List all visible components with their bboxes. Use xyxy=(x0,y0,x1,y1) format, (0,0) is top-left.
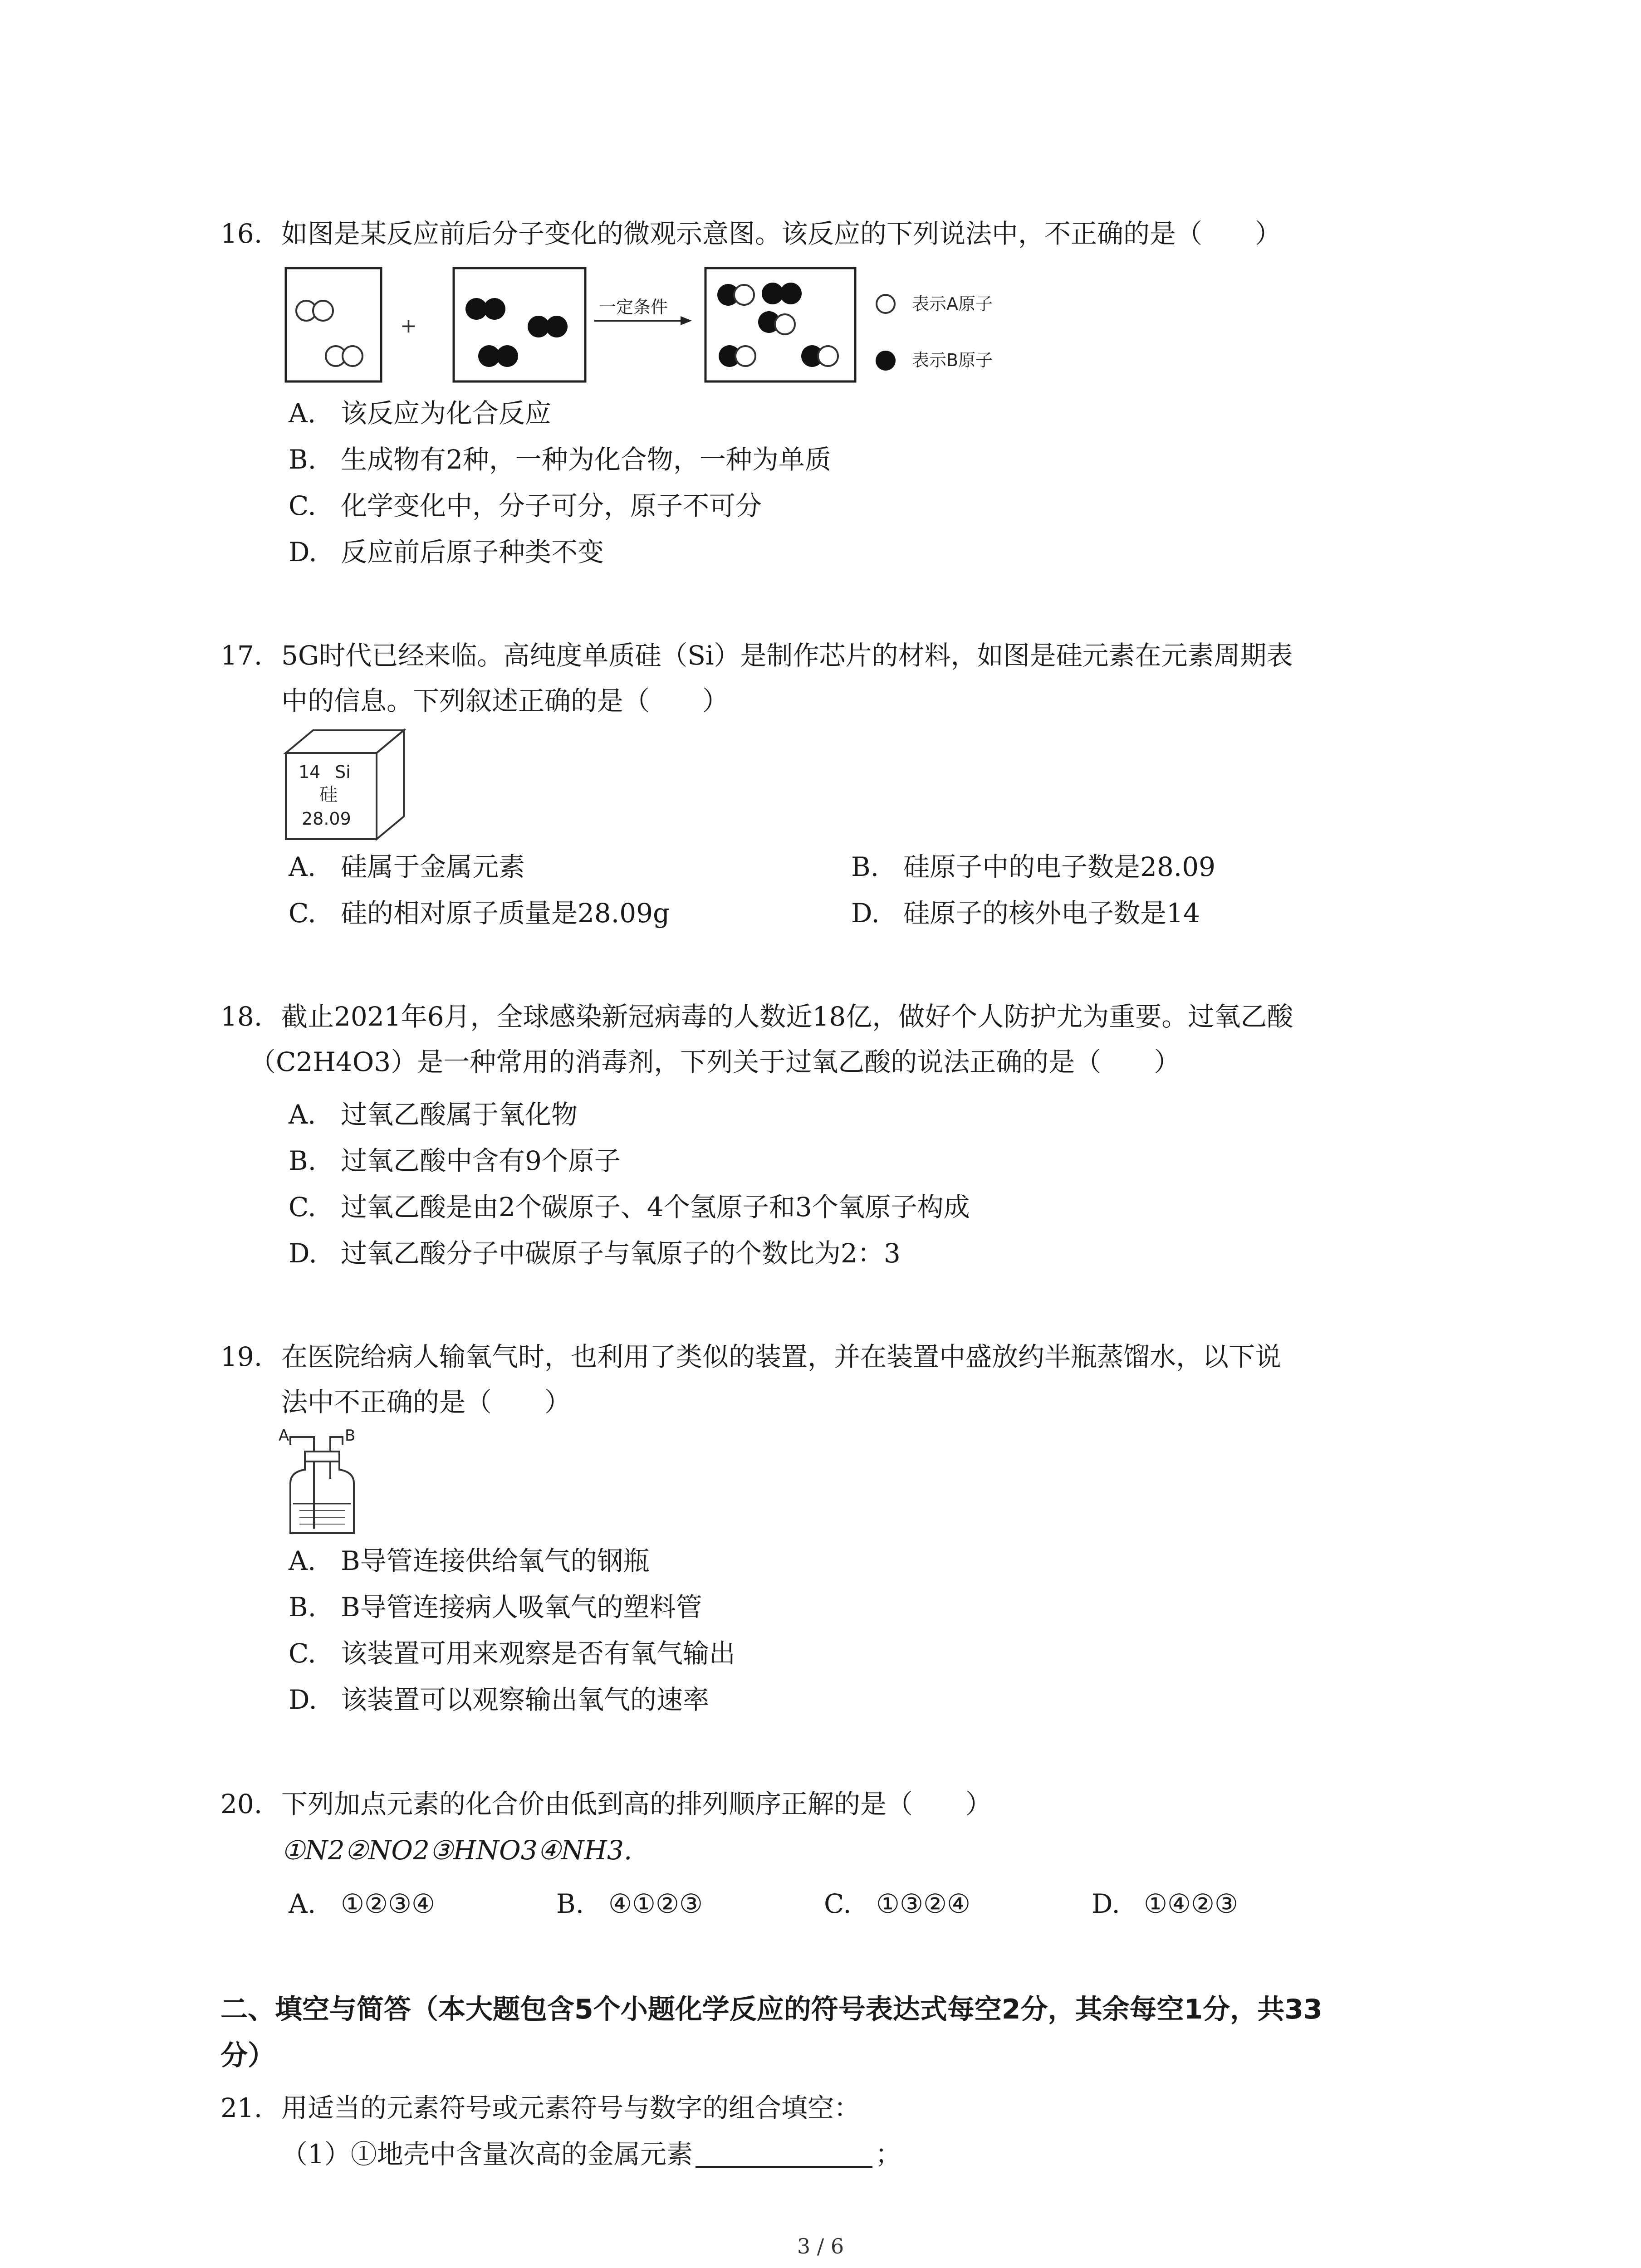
q21-sub-1-end: ； xyxy=(875,2139,901,2170)
q18-stem-line-1: 截止2021年6月，全球感染新冠病毒的人数近18亿，做好个人防护尤为重要。过氧乙酸 xyxy=(281,1001,1293,1032)
q19-option-c: C. 该装置可用来观察是否有氧气输出 xyxy=(289,1638,736,1669)
q18-stem-line-2: （C2H4O3）是一种常用的消毒剂，下列关于过氧乙酸的说法正确的是（ ） xyxy=(250,1046,1181,1077)
element-atomic-mass: 28.09 xyxy=(302,809,351,829)
q16-option-d: D. 反应前后原子种类不变 xyxy=(289,537,604,567)
legend-a-atom-icon xyxy=(877,295,895,313)
q19-option-a: A. B导管连接供给氧气的钢瓶 xyxy=(289,1545,650,1576)
q17-number: 17. xyxy=(220,640,263,671)
q19-gas-bottle-figure xyxy=(277,1424,367,1538)
element-atomic-number: 14 xyxy=(299,762,321,782)
q17-option-a: A. 硅属于金属元素 xyxy=(289,851,525,882)
arrow-condition-label: 一定条件 xyxy=(599,297,668,317)
q20-formula-list: ①N2②NO2③HNO3④NH3. xyxy=(281,1835,632,1866)
q20-option-b: B. ④①②③ xyxy=(556,1888,703,1919)
plus-sign: + xyxy=(400,314,417,337)
q16-reaction-figure xyxy=(281,265,1043,392)
tube-label-a: A xyxy=(279,1427,289,1445)
tube-label-b: B xyxy=(345,1427,356,1445)
q19-stem-line-1: 在医院给病人输氧气时，也利用了类似的装置，并在装置中盛放约半瓶蒸馏水，以下说 xyxy=(281,1341,1282,1372)
q17-option-d: D. 硅原子的核外电子数是14 xyxy=(851,898,1200,929)
answer-blank[interactable] xyxy=(696,2143,872,2168)
legend-b-atom-icon xyxy=(876,351,896,371)
section-2-heading-line-2: 分） xyxy=(220,2040,275,2072)
q21-number: 21. xyxy=(220,2092,263,2123)
page-number: 3 / 6 xyxy=(797,2234,844,2258)
q16-option-a: A. 该反应为化合反应 xyxy=(289,398,552,429)
q20-option-c: C. ①③②④ xyxy=(824,1888,970,1919)
q18-option-c: C. 过氧乙酸是由2个碳原子、4个氢原子和3个氧原子构成 xyxy=(289,1192,970,1222)
q20-stem: 下列加点元素的化合价由低到高的排列顺序正解的是（ ） xyxy=(281,1789,992,1819)
q20-option-a: A. ①②③④ xyxy=(289,1888,435,1919)
q18-option-b: B. 过氧乙酸中含有9个原子 xyxy=(289,1145,621,1176)
q18-number: 18. xyxy=(220,1001,263,1032)
q19-option-b: B. B导管连接病人吸氧气的塑料管 xyxy=(289,1592,702,1623)
q18-option-a: A. 过氧乙酸属于氧化物 xyxy=(289,1099,578,1130)
q21-sub-1-text: （1）①地壳中含量次高的金属元素 xyxy=(281,2139,693,2170)
q17-option-b: B. 硅原子中的电子数是28.09 xyxy=(851,851,1216,882)
q16-stem: 如图是某反应前后分子变化的微观示意图。该反应的下列说法中，不正确的是（ ） xyxy=(281,218,1282,249)
q18-option-d: D. 过氧乙酸分子中碳原子与氧原子的个数比为2：3 xyxy=(289,1238,901,1269)
q19-stem-line-2: 法中不正确的是（ ） xyxy=(281,1387,571,1418)
legend-a-text: 表示A原子 xyxy=(912,294,993,314)
q19-number: 19. xyxy=(220,1341,263,1372)
q17-element-cell-figure xyxy=(281,726,408,844)
q16-option-c: C. 化学变化中，分子可分，原子不可分 xyxy=(289,490,762,521)
q16-number: 16. xyxy=(220,218,263,249)
element-name: 硅 xyxy=(319,784,338,805)
q20-option-d: D. ①④②③ xyxy=(1092,1888,1238,1919)
q20-number: 20. xyxy=(220,1789,263,1819)
q21-stem: 用适当的元素符号或元素符号与数字的组合填空： xyxy=(281,2092,861,2123)
q17-option-c: C. 硅的相对原子质量是28.09g xyxy=(289,898,670,929)
element-symbol: Si xyxy=(335,762,351,782)
section-2-heading-line-1: 二、填空与简答（本大题包含5个小题化学反应的符号表达式每空2分，其余每空1分，共33 xyxy=(220,1994,1323,2025)
q17-stem-line-2: 中的信息。下列叙述正确的是（ ） xyxy=(281,685,729,716)
q19-option-d: D. 该装置可以观察输出氧气的速率 xyxy=(289,1684,710,1715)
legend-b-text: 表示B原子 xyxy=(912,350,993,370)
q17-stem-line-1: 5G时代已经来临。高纯度单质硅（Si）是制作芯片的材料，如图是硅元素在元素周期表 xyxy=(281,640,1293,671)
q16-option-b: B. 生成物有2种，一种为化合物，一种为单质 xyxy=(289,444,831,475)
q21-sub-question-1 xyxy=(281,2141,901,2168)
